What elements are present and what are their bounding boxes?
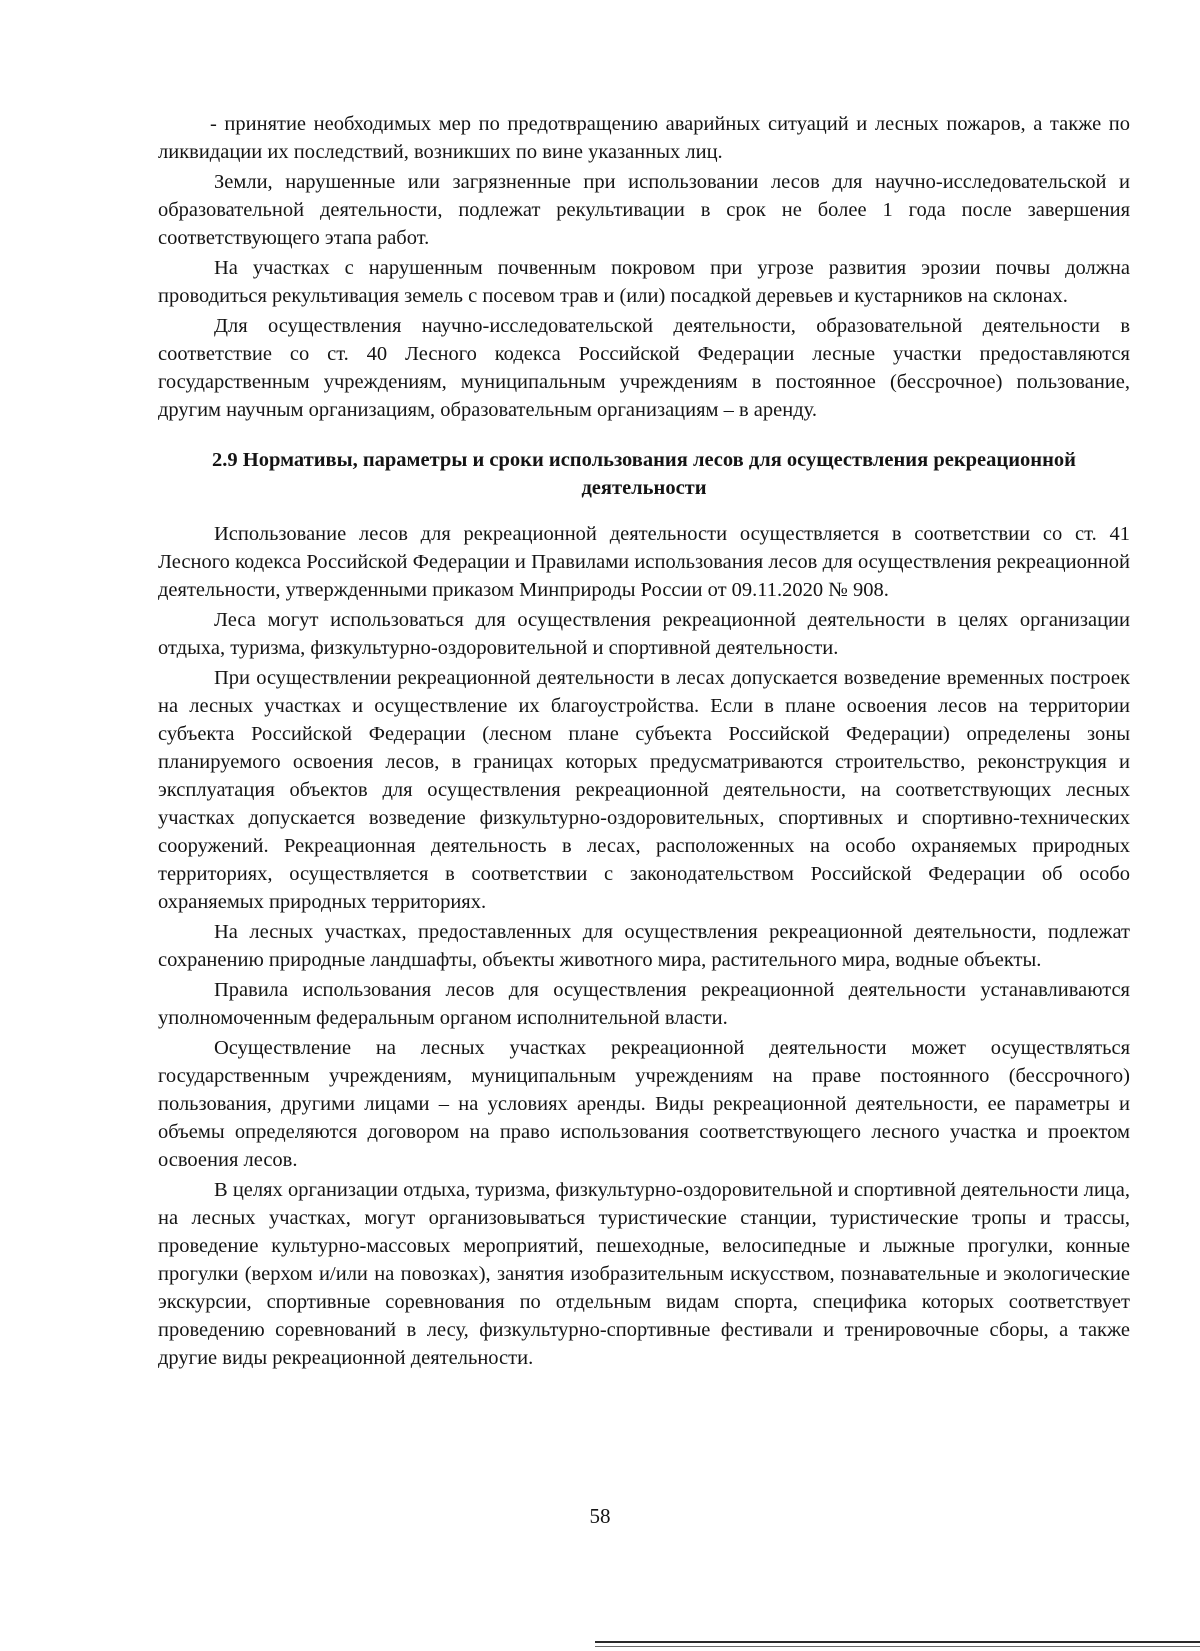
paragraph: Правила использования лесов для осуществления рекреационной деятельности устанавливаются уполномоченным федеральным органом исполнительной власти. xyxy=(158,979,1130,1029)
paragraph: - принятие необходимых мер по предотвращению аварийных ситуаций и лесных пожаров, а также по ликвидации их последствий, возникших по вине указанных лиц. xyxy=(158,113,1130,163)
paragraph: В целях организации отдыха, туризма, физкультурно-оздоровительной и спортивной деятельности лица, на лесных участках, могут организовываться туристические станции, туристические тропы и трассы, проведение культурно-массовых мероприятий, пешеходные, велосипедные и лыжные прогулки, конные прогулки (верхом и/или на повозках), занятия изобразительным искусством, познавательные и экологические экскурсии, спортивные соревнования по отдельным видам спорта, специфика которых соответствует проведению соревнований в лесу, физкультурно-спортивные фестивали и тренировочные сборы, а также другие виды рекреационной деятельности. xyxy=(158,1179,1130,1369)
paragraph: На лесных участках, предоставленных для осуществления рекреационной деятельности, подлежат сохранению природные ландшафты, объекты животного мира, растительного мира, водные объекты. xyxy=(158,921,1130,971)
section-heading: 2.9 Нормативы, параметры и сроки использования лесов для осуществления рекреационной деятельности xyxy=(212,449,1076,499)
paragraph: При осуществлении рекреационной деятельности в лесах допускается возведение временных построек на лесных участках и осуществление их благоустройства. Если в плане освоения лесов на территории субъекта Российской Федерации (лесном плане субъекта Российской Федерации) определены зоны планируемого освоения лесов, в границах которых предусматриваются строительство, реконструкция и эксплуатация объектов для осуществления рекреационной деятельности, на соответствующих лесных участках допускается возведение физкультурно-оздоровительных, спортивных и спортивно-технических сооружений. Рекреационная деятельность в лесах, расположенных на особо охраняемых природных территориях, осуществляется в соответствии с законодательством Российской Федерации об особо охраняемых природных территориях. xyxy=(158,667,1130,913)
paragraph: На участках с нарушенным почвенным покровом при угрозе развития эрозии почвы должна проводиться рекультивация земель с посевом трав и (или) посадкой деревьев и кустарников на склонах. xyxy=(158,257,1130,307)
paragraph: Для осуществления научно-исследовательской деятельности, образовательной деятельности в соответствие со ст. 40 Лесного кодекса Российской Федерации лесные участки предоставляются государственным учреждениям, муниципальным учреждениям в постоянное (бессрочное) пользование, другим научным организациям, образовательным организациям – в аренду. xyxy=(158,315,1130,421)
paragraph: Леса могут использоваться для осуществления рекреационной деятельности в целях организации отдыха, туризма, физкультурно-оздоровительной и спортивной деятельности. xyxy=(158,609,1130,659)
paragraph: Земли, нарушенные или загрязненные при использовании лесов для научно-исследовательской и образовательной деятельности, подлежат рекультивации в срок не более 1 года после завершения соответствующего этапа работ. xyxy=(158,171,1130,249)
paragraph: Осуществление на лесных участках рекреационной деятельности может осуществляться государственным учреждениям, муниципальным учреждениям на праве постоянного (бессрочного) пользования, другими лицами – на условиях аренды. Виды рекреационной деятельности, ее параметры и объемы определяются договором на право использования соответствующего лесного участка и проектом освоения лесов. xyxy=(158,1037,1130,1171)
bottom-rule-divider xyxy=(595,1646,1200,1647)
bottom-rule-divider xyxy=(595,1641,1200,1643)
page-number: 58 xyxy=(589,1504,611,1528)
paragraph: Использование лесов для рекреационной деятельности осуществляется в соответствии со ст. 41 Лесного кодекса Российской Федерации и Правилами использования лесов для осуществления рекреационной деятельности, утвержденными приказом Минприроды России от 09.11.2020 № 908. xyxy=(158,523,1130,601)
page-content xyxy=(158,110,1130,1372)
